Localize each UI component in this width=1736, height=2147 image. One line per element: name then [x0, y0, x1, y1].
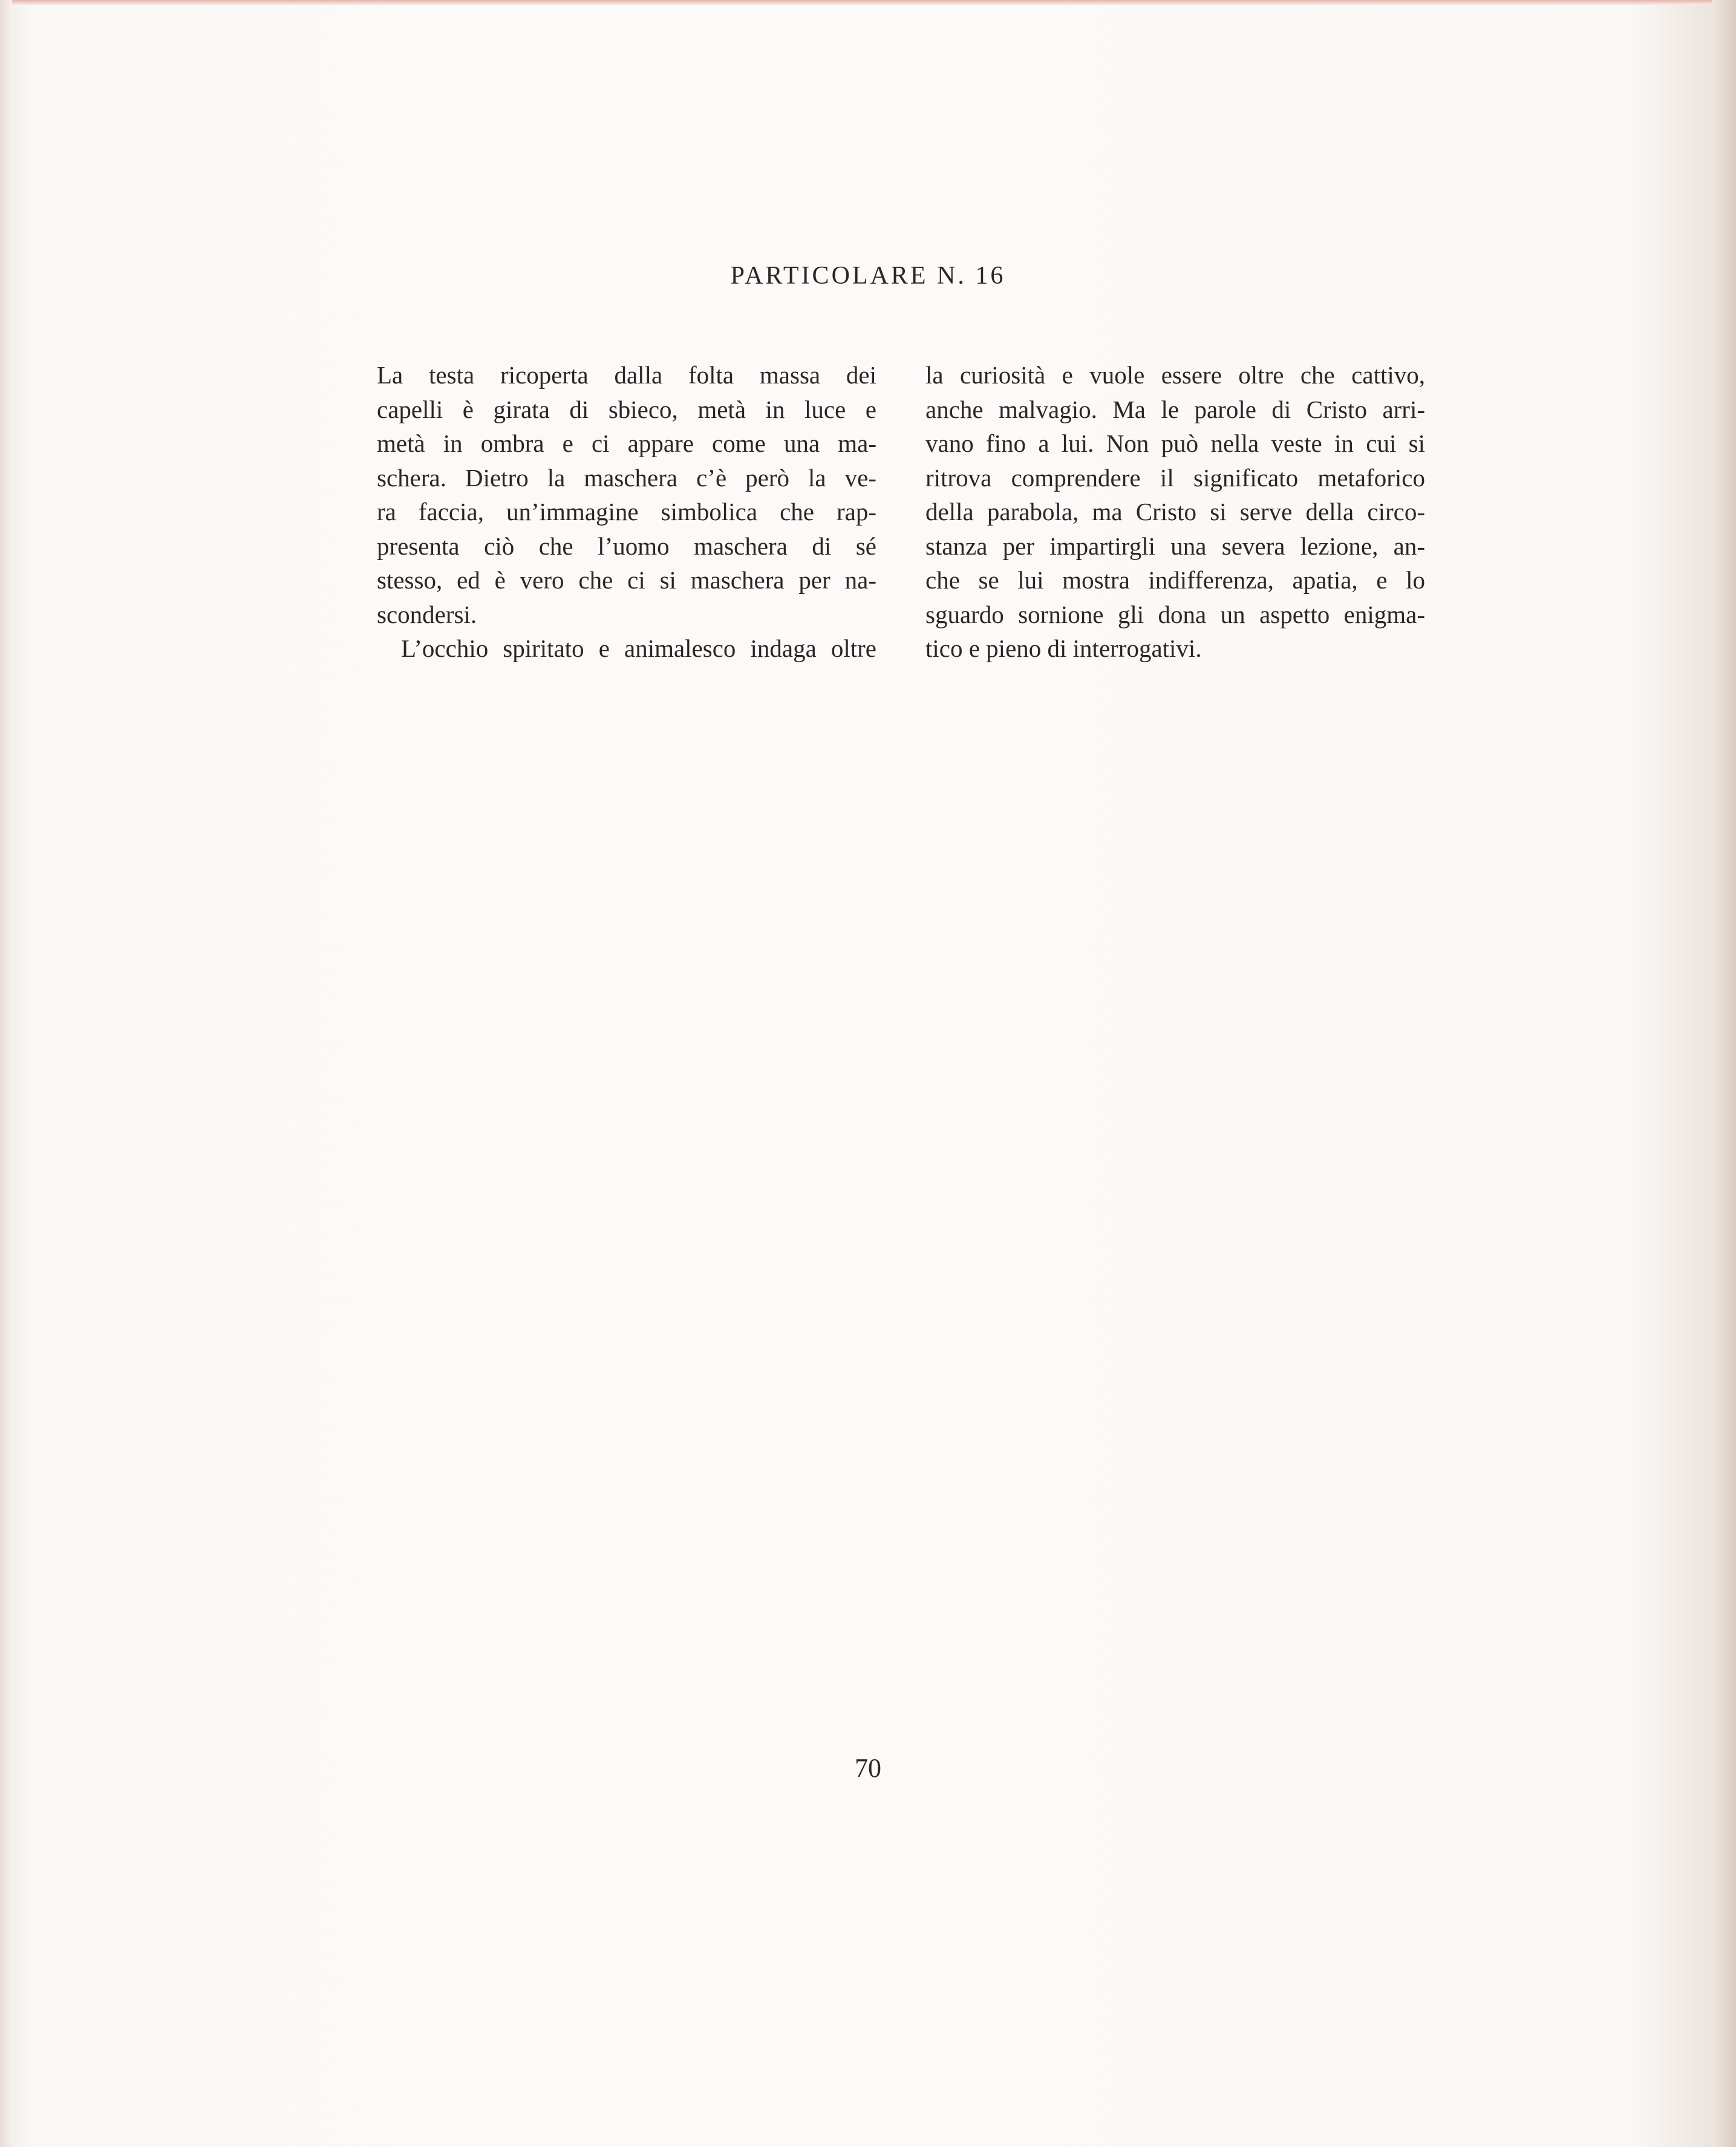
- text-line: metà in ombra e ci appare come una ma-: [377, 429, 876, 457]
- text-line: ritrova comprendere il significato metaforico: [925, 463, 1425, 492]
- page-number: 70: [855, 1753, 881, 1783]
- page-top-edge: [0, 0, 1736, 5]
- text-line: che se lui mostra indifferenza, apatia, e lo: [925, 566, 1425, 594]
- text-line: della parabola, ma Cristo si serve della circo-: [925, 498, 1425, 526]
- text-line: L’occhio spiritato e animalesco indaga oltre: [401, 634, 876, 662]
- text-line: ra faccia, un’immagine simbolica che rap-: [377, 498, 876, 526]
- text-line: scondersi.: [377, 600, 477, 628]
- text-line: la curiosità e vuole essere oltre che cattivo,: [925, 361, 1425, 389]
- page-right-edge: [1712, 0, 1736, 2147]
- section-heading: PARTICOLARE N. 16: [730, 262, 1006, 290]
- text-line: vano fino a lui. Non può nella veste in cui si: [925, 429, 1425, 457]
- text-line: tico e pieno di interrogativi.: [925, 634, 1202, 662]
- page-left-edge: [0, 0, 12, 2147]
- text-line: schera. Dietro la maschera c’è però la ve-: [377, 463, 876, 492]
- text-line: capelli è girata di sbieco, metà in luce e: [377, 395, 876, 423]
- text-line: sguardo sornione gli dona un aspetto enigma-: [925, 600, 1425, 628]
- text-line: stanza per impartirgli una severa lezione, an-: [925, 532, 1425, 560]
- right-text-column: [925, 358, 1425, 666]
- text-line: anche malvagio. Ma le parole di Cristo arri-: [925, 395, 1425, 423]
- text-line: La testa ricoperta dalla folta massa dei: [377, 361, 876, 389]
- text-line: presenta ciò che l’uomo maschera di sé: [377, 532, 876, 560]
- text-line: stesso, ed è vero che ci si maschera per na-: [377, 566, 876, 594]
- left-text-column: [377, 358, 876, 666]
